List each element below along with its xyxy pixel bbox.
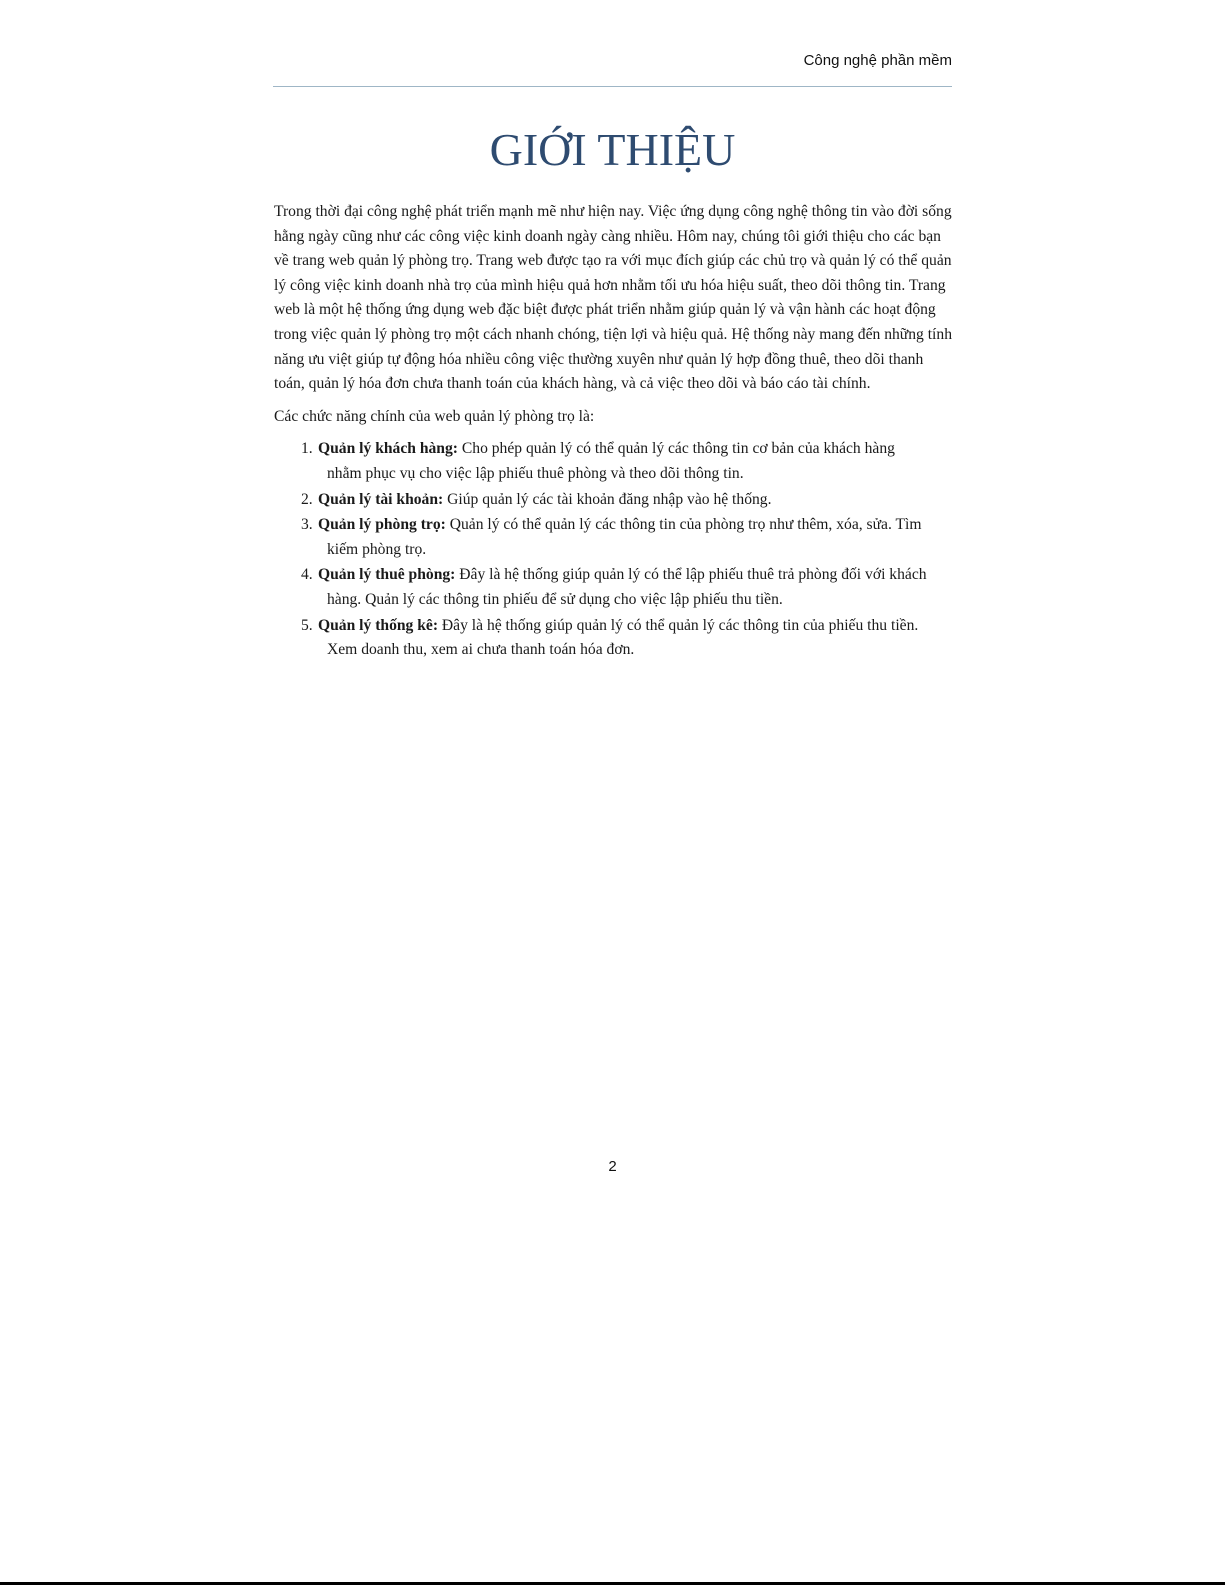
feature-description: Đây là hệ thống giúp quản lý có thể lập phiếu thuê trả phòng đối với khách hàng. Quản lý các thông tin phiếu để sử dụng cho việc lập phiếu thu tiền. bbox=[327, 566, 927, 608]
feature-title: Quản lý khách hàng: bbox=[318, 440, 458, 458]
feature-description: Cho phép quản lý có thể quản lý các thông tin cơ bản của khách hàng nhằm phục vụ cho việc lập phiếu thuê phòng và theo dõi thông tin. bbox=[327, 440, 895, 482]
feature-description: Quản lý có thể quản lý các thông tin của phòng trọ như thêm, xóa, sửa. Tìm kiếm phòng trọ. bbox=[327, 516, 922, 558]
feature-item-accounts bbox=[274, 488, 952, 513]
feature-item-rooms bbox=[274, 513, 952, 562]
feature-number: 2. bbox=[301, 490, 313, 508]
page-number: 2 bbox=[608, 1158, 617, 1175]
feature-list bbox=[274, 437, 952, 662]
feature-title: Quản lý phòng trọ: bbox=[318, 516, 446, 534]
features-lead: Các chức năng chính của web quản lý phòng trọ là: bbox=[274, 407, 595, 425]
feature-title: Quản lý tài khoản: bbox=[318, 490, 444, 508]
feature-number: 4. bbox=[301, 566, 313, 584]
feature-number: 1. bbox=[301, 440, 313, 458]
section-body bbox=[274, 200, 952, 664]
intro-paragraph: Trong thời đại công nghệ phát triển mạnh mẽ như hiện nay. Việc ứng dụng công nghệ thông tin vào đời sống hằng ngày cũng như các công việc kinh doanh ngày càng nhiều. Hôm nay, chúng tôi giới thiệu cho các bạn về trang web quản lý phòng trọ. Trang web được tạo ra với mục đích giúp các chủ trọ và quản lý có thể quản lý công việc kinh doanh nhà trọ của mình hiệu quả hơn nhằm tối ưu hóa hiệu suất, theo dõi thông tin. Trang web là một hệ thống ứng dụng web đặc biệt được phát triển nhằm giúp quản lý và vận hành các hoạt động trong việc quản lý phòng trọ một cách nhanh chóng, tiện lợi và hiệu quả. Hệ thống này mang đến những tính năng ưu việt giúp tự động hóa nhiều công việc thường xuyên như quản lý hợp đồng thuê, theo dõi thanh toán, quản lý hóa đơn chưa thanh toán của khách hàng, và cả việc theo dõi và báo cáo tài chính. bbox=[274, 203, 952, 393]
feature-title: Quản lý thống kê: bbox=[318, 616, 439, 634]
feature-title: Quản lý thuê phòng: bbox=[318, 566, 456, 584]
feature-item-rentals bbox=[274, 563, 952, 612]
header-divider bbox=[273, 86, 952, 87]
feature-description: Giúp quản lý các tài khoản đăng nhập vào hệ thống. bbox=[443, 490, 772, 508]
running-header: Công nghệ phần mềm bbox=[803, 52, 952, 69]
section-title: GIỚI THIỆU bbox=[489, 124, 736, 175]
feature-number: 5. bbox=[301, 616, 313, 634]
feature-number: 3. bbox=[301, 516, 313, 534]
feature-description: Đây là hệ thống giúp quản lý có thể quản lý các thông tin của phiếu thu tiền. Xem doanh thu, xem ai chưa thanh toán hóa đơn. bbox=[327, 616, 919, 659]
feature-item-customers bbox=[274, 437, 952, 486]
feature-item-statistics bbox=[274, 614, 952, 663]
